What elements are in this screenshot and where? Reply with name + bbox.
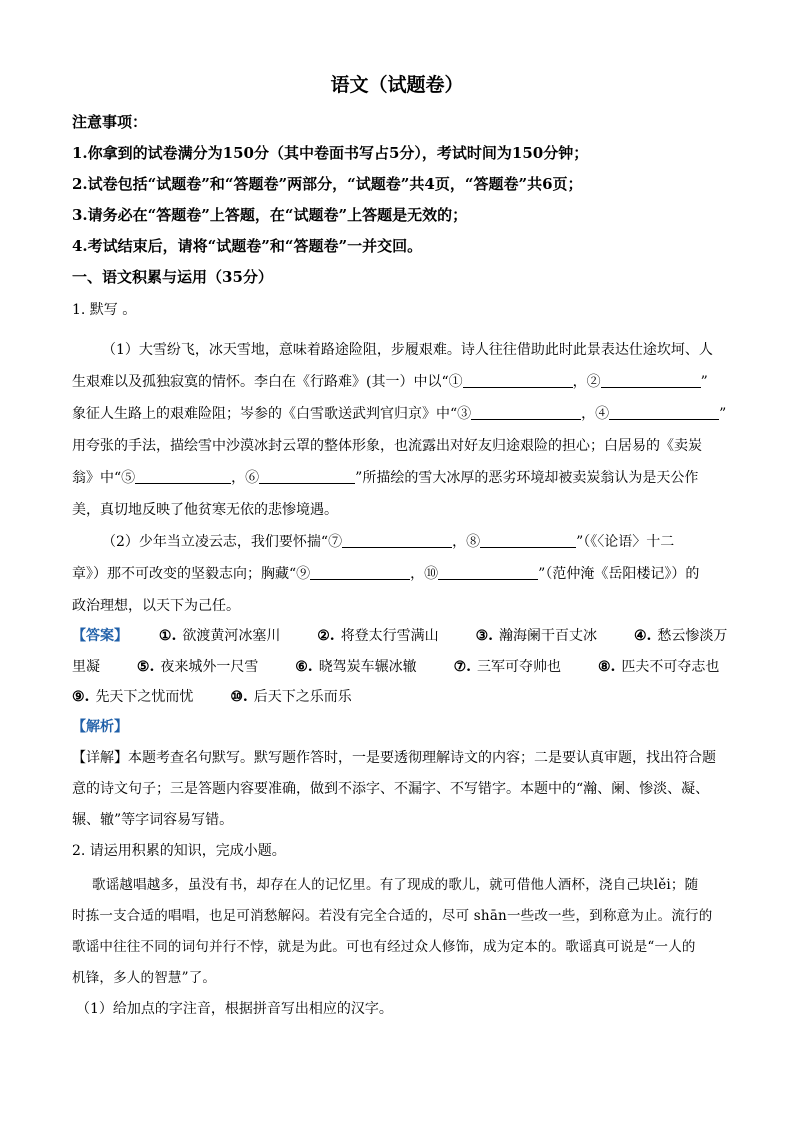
- answer-tag: 【答案】: [72, 628, 128, 644]
- q1-p2-line-1: （2）少年当立凌云志，我们要怀揣“⑦ ，⑧ ”（《〈论语〉十二: [102, 534, 675, 550]
- blank-8[interactable]: [480, 533, 576, 548]
- analysis-line-2: 意的诗文句子；三是答题内容要准确，做到不添字、不漏字、不写错字。本题中的“瀚、阑、惨淡、凝、: [72, 781, 710, 797]
- blank-9[interactable]: [310, 565, 410, 580]
- blank-5[interactable]: [135, 469, 231, 484]
- question-1-title: 1. 默写 。: [72, 302, 137, 318]
- q1-p2-line-3: 政治理想，以天下为己任。: [72, 598, 240, 614]
- passage-line-4: 机锋，多人的智慧”了。: [72, 970, 217, 986]
- q1-p1-line-2: 生艰难以及孤独寂寞的情怀。李白在《行路难》(其一）中以“① ，② ”: [72, 374, 708, 390]
- analysis-line-3: 辗、辙”等字词容易写错。: [72, 812, 234, 828]
- question-2-title: 2. 请运用积累的知识，完成小题。: [72, 843, 286, 859]
- q1-p1-line-3: 象征人生路上的艰难险阻；岑参的《白雪歌送武判官归京》中“③ ，④ ”: [72, 406, 727, 422]
- page-title: 语文（试题卷）: [330, 74, 464, 96]
- notice-heading: 注意事项：: [72, 113, 148, 131]
- q1-p1-line-6: 美，真切地反映了他贫寒无依的悲惨境遇。: [72, 502, 338, 518]
- analysis-tag: 【解析】: [72, 719, 128, 735]
- blank-6[interactable]: [259, 469, 355, 484]
- q2-subquestion-1: （1）给加点的字注音，根据拼音写出相应的汉字。: [76, 1001, 393, 1017]
- blank-2[interactable]: [601, 373, 701, 388]
- answer-line-2: 里凝 ⑤. 夜来城外一尺雪 ⑥. 晓驾炭车辗冰辙 ⑦. 三军可夺帅也 ⑧. 匹夫不可夺志也: [72, 659, 720, 675]
- blank-10[interactable]: [438, 565, 538, 580]
- notice-item-1: 1.你拿到的试卷满分为150分（其中卷面书写占5分），考试时间为150分钟；: [72, 144, 589, 162]
- passage-line-3: 歌谣中往往不同的词句并行不悖，就是为此。可也有经过众人修饰，成为定本的。歌谣真可说是“一人的: [72, 939, 696, 955]
- notice-item-4: 4.考试结束后，请将“试题卷”和“答题卷”一并交回。: [72, 237, 423, 255]
- passage-line-2: 时拣一支合适的唱唱，也足可消愁解闷。若没有完全合适的，尽可 shān一些改一些，到称意为止。流行的: [72, 908, 713, 924]
- q1-p1-line-4: 用夸张的手法，描绘雪中沙漠冰封云罩的整体形象，也流露出对好友归途艰险的担心；白居易的《卖炭: [72, 438, 702, 454]
- q1-p1-line-1: （1）大雪纷飞，冰天雪地，意味着路途险阻，步履艰难。诗人往往借助此时此景表达仕途坎坷、人: [102, 342, 713, 358]
- analysis-line-1: 【详解】本题考查名句默写。默写题作答时，一是要透彻理解诗文的内容；二是要认真审题，找出符合题: [72, 750, 716, 766]
- answer-line-1: 【答案】 ①. 欲渡黄河冰塞川 ②. 将登太行雪满山 ③. 瀚海阑干百丈冰 ④. 愁云惨淡万: [72, 628, 728, 644]
- blank-3[interactable]: [471, 405, 581, 420]
- notice-item-2: 2.试卷包括“试题卷”和“答题卷”两部分，“试题卷”共4页，“答题卷”共6页；: [72, 175, 583, 193]
- notice-item-3: 3.请务必在“答题卷”上答题，在“试题卷”上答题是无效的；: [72, 206, 468, 224]
- section-title: 一、语文积累与运用（35分）: [72, 268, 273, 286]
- blank-1[interactable]: [463, 373, 573, 388]
- blank-7[interactable]: [342, 533, 452, 548]
- q1-p1-line-5: 翁》中“⑤ ，⑥ ”所描绘的雪大冰厚的恶劣环境却被卖炭翁认为是天公作: [72, 470, 699, 486]
- passage-line-1: 歌谣越唱越多，虽没有书，却存在人的记忆里。有了现成的歌儿，就可借他人酒杯，浇自己块lěi；随: [92, 877, 699, 893]
- blank-4[interactable]: [609, 405, 719, 420]
- answer-line-3: ⑨. 先天下之忧而忧 ⑩. 后天下之乐而乐: [72, 689, 352, 705]
- q1-p2-line-2: 章》）那不可改变的坚毅志向；胸藏“⑨ ，⑩ ”（范仲淹《岳阳楼记》）的: [72, 566, 700, 582]
